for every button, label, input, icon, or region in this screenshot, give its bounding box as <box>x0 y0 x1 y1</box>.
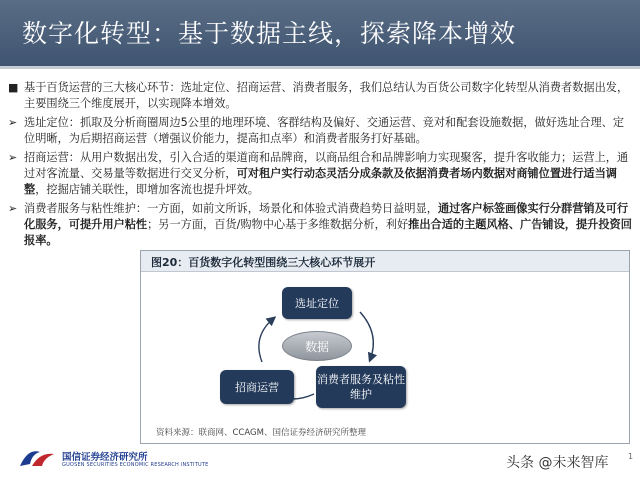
page-title: 数字化转型：基于数据主线，探索降本增效 <box>22 19 517 48</box>
service-bold-text-end: 推出合适的主题风格、广告铺设，提升投资回报率。 <box>24 218 632 247</box>
node-leasing-operations: 招商运营 <box>220 370 294 404</box>
arrow-left-to-top <box>259 318 274 362</box>
intro-text: 基于百货运营的三大核心环节：选址定位、招商运营、消费者服务，我们总结认为百货公司数字化转型从消费者数据出发，主要围绕三个维度展开，以实现降本增效。 <box>24 81 629 110</box>
square-bullet-icon: ■ <box>8 81 19 94</box>
arrow-bullet-icon: ➢ <box>8 202 18 215</box>
logo-text-en: GUOSEN SECURITIES ECONOMIC RESEARCH INSTITUTE <box>62 462 209 468</box>
arrow-top-to-right <box>360 312 373 360</box>
figure-title: 图20：百货数字化转型围绕三大核心环节展开 <box>151 256 376 269</box>
leasing-text-end: ，挖掘店铺关联性，即增加客流也提升坪效。 <box>35 183 259 196</box>
page-number: 1 <box>628 452 634 461</box>
arrow-bullet-icon: ➢ <box>8 116 18 129</box>
figure-source: 资料来源：联商网、CCAGM、国信证券经济研究所整理 <box>156 428 366 438</box>
service-text-mid: ；另一方面，百货/购物中心基于多维数据分析，利好 <box>147 218 409 231</box>
watermark: 头条 @未来智库 <box>506 455 609 471</box>
leasing-bold-text: 可对租户实行动态灵活分成条款及依据消费者场内数据对商铺位置进行适当调整 <box>24 167 617 196</box>
service-bold-text: 通过客户标签画像实行分群营销及可行化服务，可提升用户粘性 <box>24 202 629 231</box>
leasing-text: 招商运营：从用户数据出发，引入合适的渠道商和品牌商，以商品组合和品牌影响力实现聚客，提升客收能力；运营上，通过对客流量、交易量等数据进行交叉分析， <box>24 151 629 180</box>
guosen-logo-icon <box>18 446 58 470</box>
center-data-node: 数据 <box>282 331 352 361</box>
node-consumer-service: 消费者服务及粘性维护 <box>316 366 406 408</box>
node-site-selection: 选址定位 <box>282 287 352 319</box>
logo-text-cn: 国信证券经济研究所 <box>62 452 148 463</box>
service-text: 消费者服务与粘性维护：一方面，如前文所诉，场景化和体验式消费趋势日益明显， <box>24 202 438 215</box>
arrow-bullet-icon: ➢ <box>8 151 18 164</box>
site-selection-text: 选址定位：抓取及分析商圈周边5公里的地理环境、客群结构及偏好、交通运营、竞对和配套设施数据，做好选址合理、定位明晰，为后期招商运营（增强议价能力，提高扣点率）和消费者服务打好基础。 <box>24 116 625 145</box>
